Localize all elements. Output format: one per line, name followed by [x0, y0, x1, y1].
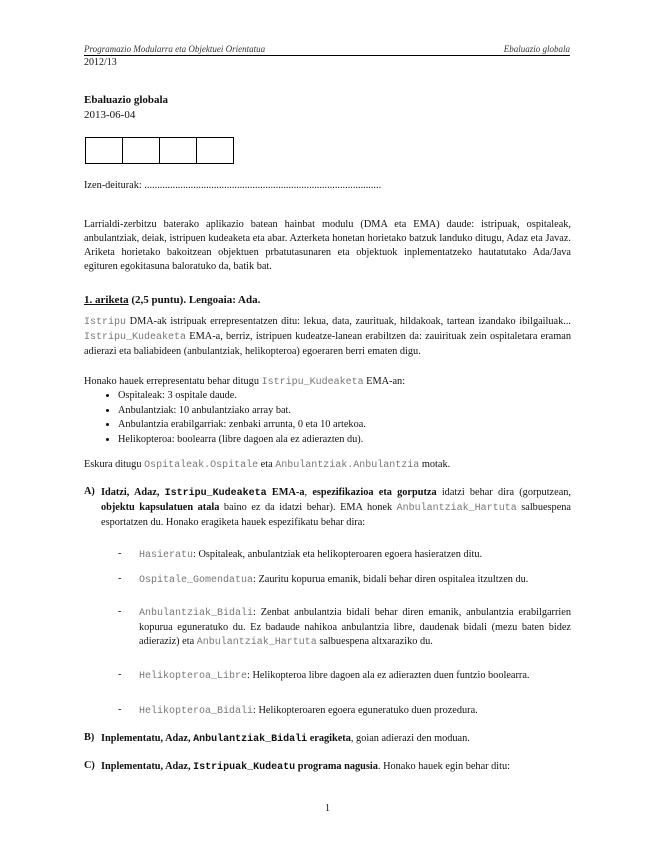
question-c-text — [101, 760, 571, 775]
grade-box[interactable] — [86, 138, 123, 164]
operation-desc: : Zauritu kopurua emanik, bidali behar diren ospitalea itzultzen du. — [253, 574, 529, 585]
question-c-label: C) — [84, 760, 95, 771]
dash-marker: - — [118, 669, 122, 680]
code-anbulantziak-hartuta: Anbulantziak_Hartuta — [396, 503, 517, 514]
operation-desc: : Zenbat anbulantzia bidali behar diren emanik, anbulantzia erabilgarrien kopurua eguneratuko du. Ez badaude nahikoa anbulantzia libre, daudenak bidali (mezu baten bidez adieraziz) eta — [139, 607, 571, 647]
operation-desc: salbuespena altxaraziko du. — [316, 636, 433, 647]
operation-code: Anbulantziak_Bidali — [139, 608, 254, 619]
text: Eskura ditugu — [84, 459, 145, 470]
text: eta — [258, 459, 276, 470]
name-dots: ............................................................................................ — [144, 180, 382, 191]
exercise-1-heading — [84, 294, 260, 306]
header-year: 2012/13 — [84, 57, 117, 68]
operation-hasieratu — [139, 548, 571, 563]
text: objektu kapsulatuen atala — [101, 502, 220, 513]
exercise-1-paragraph-3 — [84, 458, 571, 473]
text: motak. — [419, 459, 451, 470]
text: Idatzi, Adaz, — [101, 487, 165, 498]
text: . Honako hauek egin behar ditu: — [377, 761, 511, 772]
list-item: • Anbulantzia erabilgarriak: zenbaki arrunta, 0 eta 10 artekoa. — [118, 418, 578, 433]
text: , goian adierazi den moduan. — [350, 733, 470, 744]
operation-code: Anbulantziak_Hartuta — [196, 637, 317, 648]
grade-box[interactable] — [160, 138, 197, 164]
code-istripu-kudeaketa: Istripu_Kudeaketa — [261, 377, 364, 388]
operation-helikopteroa-bidali — [139, 704, 571, 719]
text: salbuespena esportatzen du. Honako eragiketa hauek espezifikatu behar dira: — [101, 502, 571, 528]
operation-code: Hasieratu — [139, 550, 194, 561]
text: Honako hauek errepresentatu behar ditugu — [84, 376, 262, 387]
code-istripu-kudeaketa: Istripu_Kudeaketa — [84, 332, 187, 343]
operation-desc: : Ospitaleak, anbulantziak eta helikopteroaren egoera hasieratzen ditu. — [193, 549, 483, 560]
intro-paragraph: Larrialdi-zerbitzu baterako aplikazio batean hainbat modulu (DMA eta EMA) daude: istripuak, ospitaleak, anbulantziak, deiak, istripuen kudeaketa eta abar. Azterketa honetan horietako batzuk landuko ditugu, Adaz eta Javaz. Ariketa horietako bakoitzean objektuen prbatutasunaren eta objektuok inplementatzeko hautatutako Ada/Java egituren egokitasuna baloratuko da, batik bat. — [84, 219, 571, 272]
code-istripuak-kudeatu: Istripuak_Kudeatu — [193, 762, 296, 773]
dash-marker: - — [118, 606, 122, 617]
exam-date: 2013-06-04 — [84, 109, 136, 121]
text: , — [304, 487, 313, 498]
text: EMA-an: — [363, 376, 406, 387]
grade-box[interactable] — [123, 138, 160, 164]
question-b-text — [101, 732, 571, 747]
code-istripu: Istripu — [84, 317, 127, 328]
text: EMA-a — [266, 487, 305, 498]
dash-marker: - — [118, 548, 122, 559]
text: espezifikazioa eta gorputza — [312, 487, 437, 498]
exercise-1-info: (2,5 puntu). Lengoaia: Ada. — [128, 294, 261, 306]
operation-anbulantziak-bidali — [139, 606, 571, 650]
list-item: • Helikopteroa: boolearra (libre dagoen ala ez adierazten du). — [118, 433, 578, 448]
text: Inplementatu, Adaz, — [101, 733, 194, 744]
page-number: 1 — [325, 803, 330, 814]
code-ospitale: Ospitaleak.Ospitale — [144, 460, 259, 471]
code-istripu-kudeaketa: Istripu_Kudeaketa — [164, 488, 267, 499]
representation-list — [104, 389, 578, 447]
question-a-text — [101, 486, 571, 530]
operation-helikopteroa-libre — [139, 669, 571, 684]
operation-ospitale-gomendatua — [139, 573, 571, 588]
header-course-title: Programazio Modularra eta Objektuei Orientatua — [84, 44, 266, 54]
text: programa nagusia — [295, 761, 378, 772]
question-a-label: A) — [84, 486, 95, 497]
question-b-label: B) — [84, 732, 95, 743]
text: baino ez da idatzi behar). EMA honek — [219, 502, 397, 513]
text: idatzi behar dira (gorputzean, — [436, 487, 571, 498]
operation-code: Ospitale_Gomendatua — [139, 575, 254, 586]
code-anbulantziak-bidali: Anbulantziak_Bidali — [193, 734, 308, 745]
name-label: Izen-deiturak: — [84, 180, 145, 191]
operation-desc: : Helikopteroaren egoera eguneratuko duen prozedura. — [253, 705, 478, 716]
list-item: • Anbulantziak: 10 anbulantziako array bat. — [118, 404, 578, 419]
exercise-1-paragraph-1 — [84, 315, 571, 359]
exercise-1-paragraph-2 — [84, 375, 571, 390]
text: eragiketa — [307, 733, 351, 744]
operation-code: Helikopteroa_Bidali — [139, 706, 254, 717]
grade-box[interactable] — [197, 138, 234, 164]
list-item: • Ospitaleak: 3 ospitale daude. — [118, 389, 578, 404]
dash-marker: - — [118, 573, 122, 584]
operation-desc: : Helikopteroa libre dagoen ala ez adierazten duen funtzio boolearra. — [247, 670, 530, 681]
text: EMA-a, berriz, istripuen kudeatze-lanean erabiltzen da: zauirituak zein ospitaletara eraman adierazi eta baliabideen (anbulantziak, helikopteroa) egoeraren berri ematen digu. — [84, 331, 571, 357]
name-field[interactable] — [84, 180, 381, 191]
exam-title: Ebaluazio globala — [84, 94, 169, 106]
text: DMA-ak istripuak errepresentatzen ditu: lekua, data, zaurituak, hildakoak, tartean izandako ibilgailuak... — [126, 316, 571, 327]
dash-marker: - — [118, 704, 122, 715]
header-divider — [84, 55, 570, 56]
text: Inplementatu, Adaz, — [101, 761, 194, 772]
header-exam-title: Ebaluazio globala — [503, 44, 570, 54]
operation-code: Helikopteroa_Libre — [139, 671, 248, 682]
exercise-1-number: 1. ariketa — [84, 294, 129, 306]
grade-boxes — [85, 137, 234, 164]
code-anbulantzia: Anbulantziak.Anbulantzia — [275, 460, 420, 471]
